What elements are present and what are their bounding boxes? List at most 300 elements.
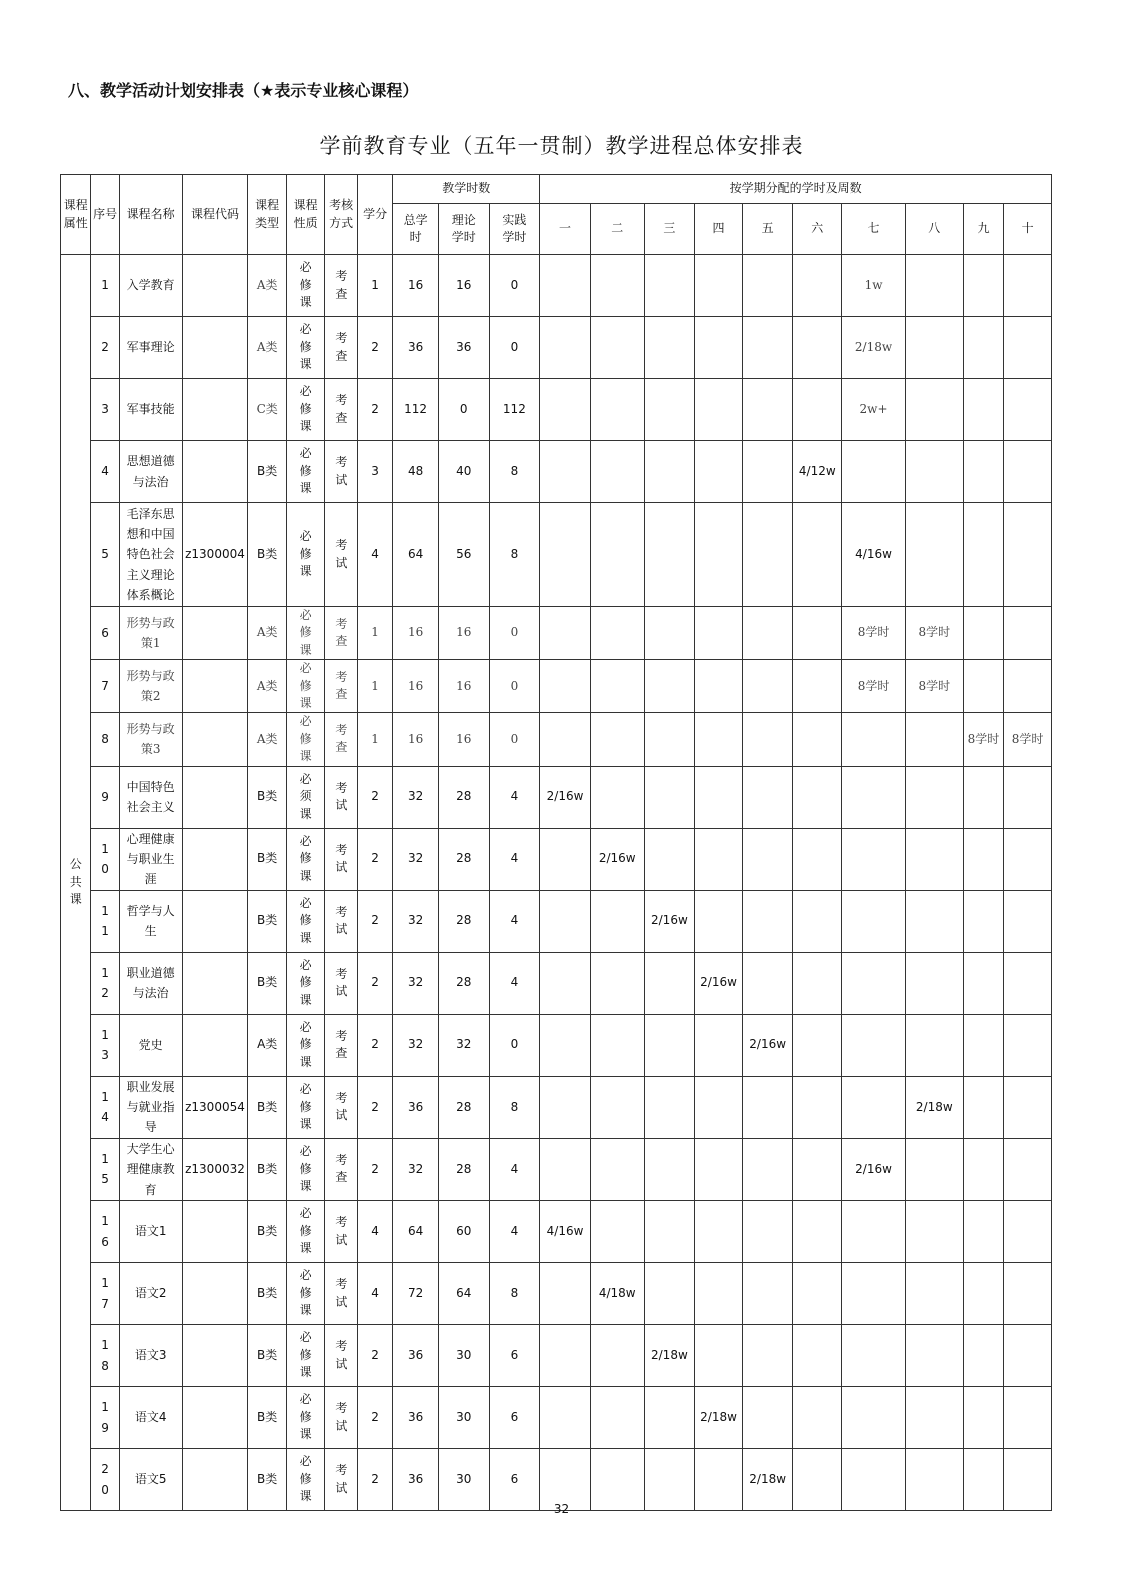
exam-method-cell: 考试 (325, 952, 357, 1014)
table-row (61, 1138, 1052, 1200)
table-row (61, 952, 1052, 1014)
header-semester-6: 六 (793, 204, 842, 255)
semester-5-cell (742, 660, 793, 713)
practice-hours-cell: 8 (489, 1263, 540, 1325)
semester-7-cell: 2/18w (842, 317, 906, 379)
theory-hours-cell: 30 (438, 1449, 489, 1511)
semester-9-cell (963, 660, 1004, 713)
teaching-schedule-table (60, 174, 1052, 1511)
semester-3-cell (644, 503, 695, 607)
theory-hours-cell: 32 (438, 1014, 489, 1076)
semester-1-cell (540, 441, 591, 503)
semester-5-cell (742, 1263, 793, 1325)
theory-hours-cell: 56 (438, 503, 489, 607)
section-heading: 八、教学活动计划安排表（★表示专业核心课程） (68, 81, 419, 100)
semester-10-cell (1004, 607, 1052, 660)
semester-3-cell (644, 766, 695, 828)
semester-8-cell: 2/18w (905, 1076, 963, 1138)
course-name-cell: 中国特色社会主义 (119, 766, 182, 828)
credit-cell: 2 (357, 890, 392, 952)
course-nature-cell: 必修课 (286, 255, 325, 317)
course-code-cell: z1300032 (182, 1138, 248, 1200)
course-name-cell: 职业发展与就业指导 (119, 1076, 182, 1138)
header-semester-group: 按学期分配的学时及周数 (540, 175, 1052, 204)
credit-cell: 2 (357, 317, 392, 379)
semester-6-cell (793, 255, 842, 317)
semester-10-cell (1004, 441, 1052, 503)
semester-2-cell (590, 713, 644, 766)
semester-3-cell (644, 1201, 695, 1263)
semester-1-cell (540, 317, 591, 379)
practice-hours-cell: 0 (489, 255, 540, 317)
exam-method-cell: 考查 (325, 1138, 357, 1200)
header-total-hours: 总学时 (393, 204, 439, 255)
semester-3-cell (644, 952, 695, 1014)
course-type-cell: B类 (248, 1201, 287, 1263)
semester-2-cell (590, 607, 644, 660)
semester-4-cell (695, 713, 743, 766)
course-code-cell: z1300004 (182, 503, 248, 607)
semester-6-cell (793, 317, 842, 379)
course-name-cell: 党史 (119, 1014, 182, 1076)
semester-5-cell (742, 503, 793, 607)
practice-hours-cell: 0 (489, 660, 540, 713)
semester-3-cell (644, 713, 695, 766)
seq-cell: 11 (91, 890, 119, 952)
semester-6-cell (793, 503, 842, 607)
table-title: 学前教育专业（五年一贯制）教学进程总体安排表 (319, 134, 804, 158)
header-hours-group: 教学时数 (393, 175, 540, 204)
practice-hours-cell: 0 (489, 317, 540, 379)
credit-cell: 1 (357, 607, 392, 660)
total-hours-cell: 64 (393, 503, 439, 607)
theory-hours-cell: 64 (438, 1263, 489, 1325)
semester-2-cell (590, 317, 644, 379)
course-nature-cell: 必修课 (286, 1387, 325, 1449)
course-nature-cell: 必修课 (286, 828, 325, 890)
total-hours-cell: 36 (393, 1076, 439, 1138)
semester-10-cell (1004, 828, 1052, 890)
header-course-type: 课程类型 (248, 175, 287, 255)
semester-8-cell (905, 441, 963, 503)
course-code-cell (182, 379, 248, 441)
theory-hours-cell: 16 (438, 660, 489, 713)
seq-cell: 12 (91, 952, 119, 1014)
semester-10-cell (1004, 1076, 1052, 1138)
semester-10-cell (1004, 1201, 1052, 1263)
course-code-cell: z1300054 (182, 1076, 248, 1138)
seq-cell: 16 (91, 1201, 119, 1263)
table-row (61, 503, 1052, 607)
semester-8-cell (905, 1138, 963, 1200)
semester-5-cell (742, 1325, 793, 1387)
course-name-cell: 形势与政策3 (119, 713, 182, 766)
semester-8-cell (905, 890, 963, 952)
total-hours-cell: 36 (393, 1387, 439, 1449)
semester-9-cell (963, 1201, 1004, 1263)
semester-9-cell (963, 1387, 1004, 1449)
semester-3-cell (644, 607, 695, 660)
course-name-cell: 入学教育 (119, 255, 182, 317)
course-name-cell: 军事技能 (119, 379, 182, 441)
header-course-nature: 课程性质 (286, 175, 325, 255)
total-hours-cell: 36 (393, 1325, 439, 1387)
semester-9-cell (963, 766, 1004, 828)
course-nature-cell: 必修课 (286, 660, 325, 713)
semester-10-cell (1004, 766, 1052, 828)
semester-4-cell (695, 1325, 743, 1387)
theory-hours-cell: 28 (438, 1076, 489, 1138)
exam-method-cell: 考查 (325, 379, 357, 441)
semester-9-cell (963, 828, 1004, 890)
course-type-cell: B类 (248, 952, 287, 1014)
course-name-cell: 语文2 (119, 1263, 182, 1325)
seq-cell: 9 (91, 766, 119, 828)
semester-9-cell (963, 1014, 1004, 1076)
semester-6-cell (793, 1387, 842, 1449)
semester-8-cell (905, 503, 963, 607)
semester-9-cell (963, 952, 1004, 1014)
header-theory-hours: 理论学时 (438, 204, 489, 255)
semester-2-cell (590, 890, 644, 952)
semester-10-cell (1004, 660, 1052, 713)
semester-9-cell (963, 317, 1004, 379)
course-code-cell (182, 1387, 248, 1449)
course-type-cell: A类 (248, 607, 287, 660)
semester-8-cell (905, 1263, 963, 1325)
course-name-cell: 心理健康与职业生涯 (119, 828, 182, 890)
course-type-cell: B类 (248, 503, 287, 607)
practice-hours-cell: 4 (489, 952, 540, 1014)
semester-1-cell (540, 503, 591, 607)
semester-1-cell (540, 1014, 591, 1076)
course-name-cell: 毛泽东思想和中国特色社会主义理论体系概论 (119, 503, 182, 607)
semester-2-cell (590, 766, 644, 828)
semester-3-cell (644, 441, 695, 503)
exam-method-cell: 考查 (325, 255, 357, 317)
table-row (61, 890, 1052, 952)
course-code-cell (182, 607, 248, 660)
seq-cell: 2 (91, 317, 119, 379)
semester-7-cell (842, 1387, 906, 1449)
exam-method-cell: 考试 (325, 766, 357, 828)
semester-10-cell: 8学时 (1004, 713, 1052, 766)
table-row (61, 660, 1052, 713)
semester-7-cell (842, 1325, 906, 1387)
course-name-cell: 语文1 (119, 1201, 182, 1263)
semester-4-cell (695, 1138, 743, 1200)
semester-5-cell (742, 379, 793, 441)
total-hours-cell: 72 (393, 1263, 439, 1325)
credit-cell: 2 (357, 1076, 392, 1138)
semester-5-cell (742, 1076, 793, 1138)
course-name-cell: 军事理论 (119, 317, 182, 379)
semester-3-cell (644, 1138, 695, 1200)
semester-3-cell (644, 1076, 695, 1138)
credit-cell: 1 (357, 255, 392, 317)
semester-4-cell (695, 317, 743, 379)
semester-5-cell (742, 890, 793, 952)
exam-method-cell: 考试 (325, 441, 357, 503)
exam-method-cell: 考试 (325, 1449, 357, 1511)
course-name-cell: 职业道德与法治 (119, 952, 182, 1014)
total-hours-cell: 36 (393, 1449, 439, 1511)
table-row (61, 607, 1052, 660)
course-code-cell (182, 1325, 248, 1387)
exam-method-cell: 考试 (325, 1387, 357, 1449)
exam-method-cell: 考试 (325, 1325, 357, 1387)
semester-2-cell: 4/18w (590, 1263, 644, 1325)
semester-7-cell (842, 890, 906, 952)
table-row (61, 379, 1052, 441)
semester-8-cell (905, 1201, 963, 1263)
semester-10-cell (1004, 1138, 1052, 1200)
page-number: 32 (553, 1502, 570, 1516)
semester-7-cell: 8学时 (842, 660, 906, 713)
semester-10-cell (1004, 379, 1052, 441)
semester-4-cell (695, 607, 743, 660)
table-row (61, 713, 1052, 766)
theory-hours-cell: 28 (438, 890, 489, 952)
credit-cell: 2 (357, 1014, 392, 1076)
table-row (61, 828, 1052, 890)
semester-6-cell (793, 1263, 842, 1325)
credit-cell: 4 (357, 1263, 392, 1325)
semester-6-cell (793, 660, 842, 713)
course-code-cell (182, 952, 248, 1014)
table-row (61, 255, 1052, 317)
table-row (61, 766, 1052, 828)
semester-2-cell (590, 1387, 644, 1449)
course-nature-cell: 必修课 (286, 317, 325, 379)
semester-2-cell (590, 255, 644, 317)
credit-cell: 2 (357, 1449, 392, 1511)
course-code-cell (182, 713, 248, 766)
header-semester-10: 十 (1004, 204, 1052, 255)
semester-2-cell (590, 952, 644, 1014)
semester-1-cell: 4/16w (540, 1201, 591, 1263)
course-code-cell (182, 317, 248, 379)
seq-cell: 7 (91, 660, 119, 713)
table-row (61, 317, 1052, 379)
semester-5-cell (742, 255, 793, 317)
semester-2-cell (590, 1014, 644, 1076)
theory-hours-cell: 0 (438, 379, 489, 441)
credit-cell: 3 (357, 441, 392, 503)
semester-9-cell (963, 503, 1004, 607)
table-row (61, 441, 1052, 503)
course-nature-cell: 必修课 (286, 1325, 325, 1387)
semester-2-cell (590, 503, 644, 607)
course-code-cell (182, 1263, 248, 1325)
semester-1-cell (540, 660, 591, 713)
semester-4-cell: 2/18w (695, 1387, 743, 1449)
practice-hours-cell: 4 (489, 1201, 540, 1263)
exam-method-cell: 考试 (325, 503, 357, 607)
seq-cell: 3 (91, 379, 119, 441)
exam-method-cell: 考试 (325, 1263, 357, 1325)
course-nature-cell: 必修课 (286, 441, 325, 503)
practice-hours-cell: 112 (489, 379, 540, 441)
semester-5-cell (742, 713, 793, 766)
total-hours-cell: 16 (393, 255, 439, 317)
course-type-cell: A类 (248, 1014, 287, 1076)
theory-hours-cell: 30 (438, 1387, 489, 1449)
course-code-cell (182, 828, 248, 890)
semester-8-cell (905, 952, 963, 1014)
semester-7-cell (842, 828, 906, 890)
semester-7-cell (842, 1014, 906, 1076)
semester-7-cell (842, 1263, 906, 1325)
header-semester-3: 三 (644, 204, 695, 255)
semester-10-cell (1004, 255, 1052, 317)
practice-hours-cell: 4 (489, 828, 540, 890)
semester-4-cell (695, 766, 743, 828)
course-name-cell: 语文3 (119, 1325, 182, 1387)
semester-1-cell (540, 1387, 591, 1449)
course-code-cell (182, 1201, 248, 1263)
course-nature-cell: 必修课 (286, 1449, 325, 1511)
exam-method-cell: 考试 (325, 828, 357, 890)
semester-1-cell (540, 1138, 591, 1200)
course-nature-cell: 必修课 (286, 713, 325, 766)
header-semester-5: 五 (742, 204, 793, 255)
theory-hours-cell: 30 (438, 1325, 489, 1387)
exam-method-cell: 考查 (325, 1014, 357, 1076)
semester-4-cell (695, 1263, 743, 1325)
course-type-cell: B类 (248, 1325, 287, 1387)
seq-cell: 18 (91, 1325, 119, 1387)
semester-2-cell: 2/16w (590, 828, 644, 890)
header-course-name: 课程名称 (119, 175, 182, 255)
semester-4-cell (695, 1201, 743, 1263)
semester-1-cell (540, 379, 591, 441)
semester-10-cell (1004, 1387, 1052, 1449)
semester-5-cell (742, 828, 793, 890)
theory-hours-cell: 60 (438, 1201, 489, 1263)
semester-5-cell (742, 607, 793, 660)
semester-8-cell (905, 828, 963, 890)
course-type-cell: B类 (248, 1076, 287, 1138)
practice-hours-cell: 4 (489, 766, 540, 828)
theory-hours-cell: 28 (438, 952, 489, 1014)
course-code-cell (182, 890, 248, 952)
semester-10-cell (1004, 1014, 1052, 1076)
course-nature-cell: 必修课 (286, 1138, 325, 1200)
semester-10-cell (1004, 890, 1052, 952)
total-hours-cell: 48 (393, 441, 439, 503)
course-type-cell: B类 (248, 828, 287, 890)
practice-hours-cell: 6 (489, 1325, 540, 1387)
seq-cell: 6 (91, 607, 119, 660)
course-nature-cell: 必修课 (286, 607, 325, 660)
seq-cell: 20 (91, 1449, 119, 1511)
semester-2-cell (590, 379, 644, 441)
theory-hours-cell: 28 (438, 828, 489, 890)
course-type-cell: A类 (248, 713, 287, 766)
header-credit: 学分 (357, 175, 392, 255)
seq-cell: 8 (91, 713, 119, 766)
total-hours-cell: 32 (393, 828, 439, 890)
semester-7-cell (842, 1201, 906, 1263)
semester-8-cell (905, 1387, 963, 1449)
semester-8-cell (905, 317, 963, 379)
semester-3-cell (644, 828, 695, 890)
semester-2-cell (590, 1325, 644, 1387)
table-row (61, 1014, 1052, 1076)
semester-6-cell (793, 1076, 842, 1138)
semester-5-cell: 2/18w (742, 1449, 793, 1511)
semester-2-cell (590, 1076, 644, 1138)
semester-4-cell: 2/16w (695, 952, 743, 1014)
semester-4-cell (695, 828, 743, 890)
semester-4-cell (695, 890, 743, 952)
credit-cell: 2 (357, 1387, 392, 1449)
course-type-cell: B类 (248, 1138, 287, 1200)
practice-hours-cell: 8 (489, 441, 540, 503)
credit-cell: 2 (357, 828, 392, 890)
total-hours-cell: 32 (393, 1138, 439, 1200)
semester-6-cell: 4/12w (793, 441, 842, 503)
course-nature-cell: 必修课 (286, 1201, 325, 1263)
semester-3-cell (644, 255, 695, 317)
table-row (61, 1387, 1052, 1449)
practice-hours-cell: 6 (489, 1387, 540, 1449)
exam-method-cell: 考查 (325, 713, 357, 766)
course-nature-cell: 必修课 (286, 503, 325, 607)
semester-6-cell (793, 379, 842, 441)
credit-cell: 2 (357, 1325, 392, 1387)
course-nature-cell: 必修课 (286, 379, 325, 441)
seq-cell: 1 (91, 255, 119, 317)
semester-2-cell (590, 1201, 644, 1263)
semester-2-cell (590, 1138, 644, 1200)
semester-10-cell (1004, 1263, 1052, 1325)
course-nature-cell: 必修课 (286, 1076, 325, 1138)
seq-cell: 14 (91, 1076, 119, 1138)
theory-hours-cell: 16 (438, 255, 489, 317)
semester-7-cell (842, 952, 906, 1014)
semester-3-cell (644, 1387, 695, 1449)
semester-4-cell (695, 379, 743, 441)
semester-6-cell (793, 766, 842, 828)
semester-9-cell (963, 890, 1004, 952)
credit-cell: 2 (357, 1138, 392, 1200)
seq-cell: 4 (91, 441, 119, 503)
header-practice-hours: 实践学时 (489, 204, 540, 255)
course-name-cell: 思想道德与法治 (119, 441, 182, 503)
course-name-cell: 语文4 (119, 1387, 182, 1449)
semester-6-cell (793, 1325, 842, 1387)
course-code-cell (182, 441, 248, 503)
course-name-cell: 形势与政策1 (119, 607, 182, 660)
course-code-cell (182, 1014, 248, 1076)
theory-hours-cell: 28 (438, 1138, 489, 1200)
semester-1-cell (540, 828, 591, 890)
semester-5-cell (742, 1387, 793, 1449)
theory-hours-cell: 36 (438, 317, 489, 379)
seq-cell: 19 (91, 1387, 119, 1449)
semester-3-cell (644, 1263, 695, 1325)
semester-10-cell (1004, 1325, 1052, 1387)
semester-7-cell (842, 713, 906, 766)
semester-1-cell (540, 890, 591, 952)
course-name-cell: 哲学与人生 (119, 890, 182, 952)
semester-1-cell (540, 255, 591, 317)
header-semester-7: 七 (842, 204, 906, 255)
semester-5-cell (742, 1138, 793, 1200)
header-row-1 (61, 175, 1052, 204)
